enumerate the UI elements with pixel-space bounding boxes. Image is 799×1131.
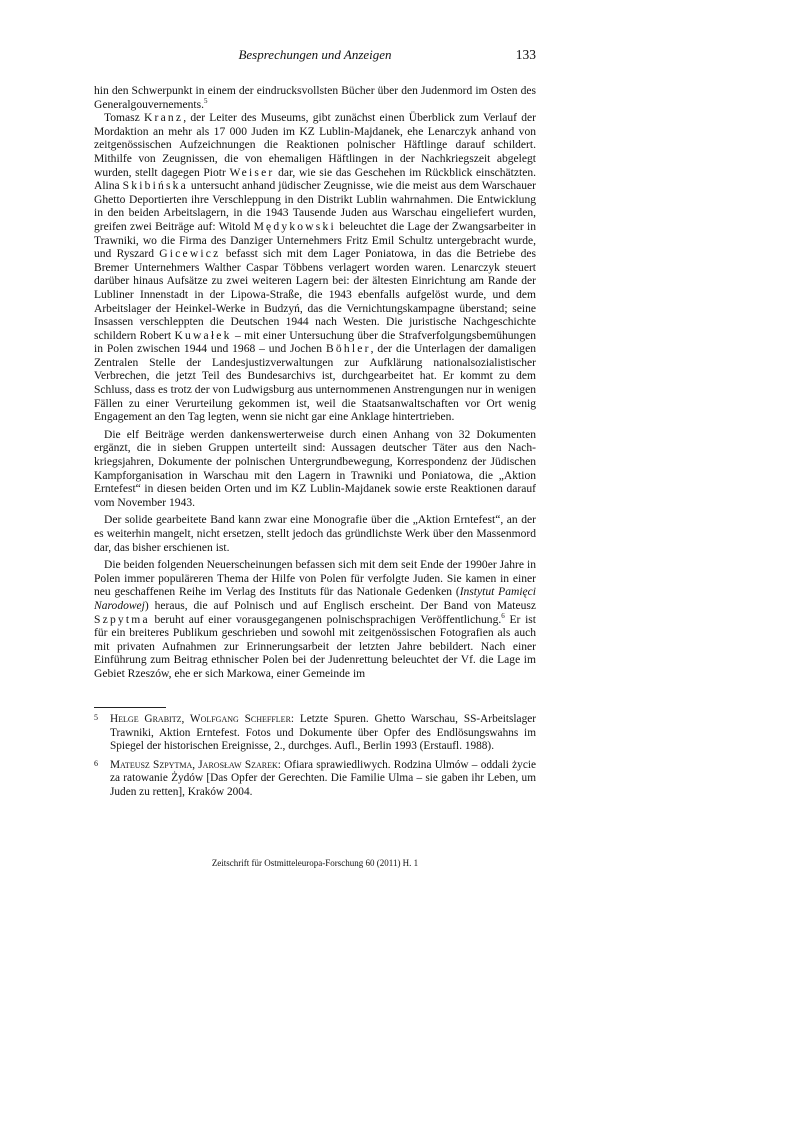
text-run: beleuchtet die Lage der Zwangsarbeiter in Trawniki, wo die Firma des Danziger Unternehmers Fritz Emil Schultz untergebracht wurde, und Ryszard <box>94 220 536 261</box>
footnote-number: 5 <box>94 713 98 722</box>
text-run: untersucht anhand jüdischer Zeugnisse, wie die meist aus dem Warschauer Ghetto Deportierten ihre Verschleppung in den Distrikt Lublin wahrnahmen. Die Entwicklung in den beiden Arbeitslagern, in die 1943 Tausende Juden aus Warschau eingeliefert wurden, greifen zwei Beiträge auf: Witold <box>94 180 536 233</box>
running-title: Besprechungen und Anzeigen <box>238 47 392 62</box>
author-name: Böhler <box>325 343 371 356</box>
author-name: Kuwałek <box>174 329 232 342</box>
author-name: Gicewicz <box>159 248 221 261</box>
text-run: , der Leiter des Museums, gibt zunächst einen Überblick zum Verlauf der Mordaktion an mehr als 17 000 Juden im KZ Lublin-Majdanek, ehe Lenarczyk anhand von zeitgenössischen Aufzeichnungen die Reaktionen polnischer Häftlinge darauf schildert. Mithilfe von Zeugnissen, die von ehemaligen Häftlingen in der Nachkriegszeit abgelegt wurden, stellt dagegen Piotr <box>94 112 536 179</box>
footnote-marker: 6 <box>501 611 505 620</box>
journal-footer: Zeitschrift für Ostmitteleuropa-Forschung 60 (2011) H. 1 <box>211 858 419 868</box>
text-run: : Letzte Spuren. Ghetto Warschau, SS-Arbeitslager Trawniki, Aktion Erntefest. Fotos und Dokumente über Opfer des Endlösungswahns im Spiegel der historischen Ereignisse, 2., durchges. Aufl., Berlin 1993 (Erstaufl. 1988). <box>110 713 536 753</box>
page-number: 133 <box>515 47 536 62</box>
author-name: Szpytma <box>94 613 150 626</box>
footnotes <box>94 713 536 805</box>
paragraph <box>94 429 536 511</box>
text-run: : Ofiara sprawiedliwych. Rodzina Ulmów – oddali życie za ratowanie Żydów [Das Opfer der Gerechten. Die Familie Ulma – sie gaben ihr Leben, um Juden zu retten], Kraków 2004. <box>110 758 536 798</box>
paragraph <box>94 112 536 425</box>
paragraph <box>94 559 536 681</box>
body-text <box>94 85 536 682</box>
paragraph <box>94 85 536 112</box>
author-name: Mędykowski <box>253 220 336 233</box>
text-run: Tomasz <box>104 112 144 125</box>
text-run: ) heraus, die auf Polnisch und auf Englisch erscheint. Der Band von Mateusz <box>144 599 536 612</box>
text-run: hin den Schwerpunkt in einem der eindrucksvollsten Bücher über den Judenmord im Osten des Generalgouvernements. <box>94 85 536 111</box>
footnote <box>94 759 536 800</box>
text-run: befasst sich mit dem Lager Poniatowa, in das die Betriebe des Bremer Unternehmers Walther Caspar Többens verlagert worden waren. Lenarczyk steuert darüber hinaus Aufsätze zu zwei weiteren Lagern bei: der ältesten Einrichtung am Rande der Lubliner Innenstadt in der Lipowa-Straße, die 1943 ebenfalls aufgelöst wurde, und dem Arbeitslager der Heinkel-Werke in Budzyń, das die Vernichtungskampagne überstand; seine Insassen verschleppten die Deutschen 1944 nach Westen. Die juristische Nachgeschichte schildern Robert <box>94 248 536 342</box>
author-names: Helge Grabitz, Wolfgang Scheffler <box>110 713 291 725</box>
footnote-separator <box>94 707 166 708</box>
text-run: Die elf Beiträge werden dankenswerterweise durch einen Anhang von 32 Dokumenten ergänzt, die in sieben Gruppen unterteilt sind: Aussagen deutscher Täter aus den Nachkriegsjahren, Dokumente der polnischen Untergrundbewegung, Korrespondenz der Jüdischen Kampforganisation in Warschau mit den Lagern in Trawniki und Poniatowa, die „Aktion Erntefest“ in diesen beiden Orten und im KZ Lublin-Majdanek sowie erste Reaktionen darauf vom November 1943. <box>94 428 536 509</box>
text-run: Der solide gearbeitete Band kann zwar eine Monografie über die „Aktion Erntefest“, an der es weiterhin mangelt, nicht ersetzen, stellt jedoch das gründlichste Werk über den Massenmord dar, das bisher erschienen ist. <box>94 514 536 554</box>
text-run: Er ist für ein breiteres Publikum geschrieben und sowohl mit zeitgenössischen Fotografien als auch mit privaten Aufnahmen zur Erinnerungsarbeit der letzten Jahre bebildert. Nach einer Einführung zum Beitrag ethnischer Polen bei der Judenrettung beleuchtet der Vf. die Lage im Gebiet Rzeszów, ehe er sich Markowa, einer Gemeinde im <box>94 613 536 680</box>
text-run: beruht auf einer vorausgegangenen polnischsprachigen Veröffentlichung. <box>149 613 502 626</box>
author-name: Weiser <box>229 166 275 179</box>
text-run: , der die Unterlagen der damaligen Zentralen Stelle der Landesjustizverwaltungen zur Aufklärung nationalsozialistischer Verbrechen, die jetzt Teil des Bundesarchivs ist, durchgearbeitet hat. Er kommt zu dem Schluss, dass es trotz der von Ludwigsburg aus unternommenen Anstrengungen nur in wenigen Fällen zu einer Verurteilung gekommen ist, weil die Staatsanwaltschaften vor Ort wenig Engagement an den Tag legten, wenn sie nicht gar eine Anklage hintertrieben. <box>94 343 536 424</box>
footnote-number: 6 <box>94 758 98 768</box>
text-run: – mit einer Untersuchung über die Strafverfolgungsbemühungen in Polen zwischen 1944 und 1968 – und Jochen <box>94 329 536 356</box>
footnote-marker: 5 <box>203 96 208 105</box>
author-names: Mateusz Szpytma, Jarosław Szarek <box>110 758 278 771</box>
paragraph <box>94 514 536 555</box>
author-name: Skibińska <box>122 180 188 193</box>
footnote <box>94 713 536 754</box>
italic-title: Instytut Pamięci Narodowej <box>94 586 536 612</box>
text-run: dar, wie sie das Geschehen im Rückblick einschätzten. Alina <box>94 166 536 193</box>
running-header <box>94 47 536 67</box>
author-name: Kranz <box>143 112 184 125</box>
text-run: Die beiden folgenden Neuerscheinungen befassen sich mit dem seit Ende der 1990er Jahre in Polen immer populäreren Thema der Hilfe von Polen für verfolgte Juden. Sie kamen in einer neu geschaffenen Reihe im Verlag des Instituts für das Nationale Gedenken ( <box>94 559 536 599</box>
